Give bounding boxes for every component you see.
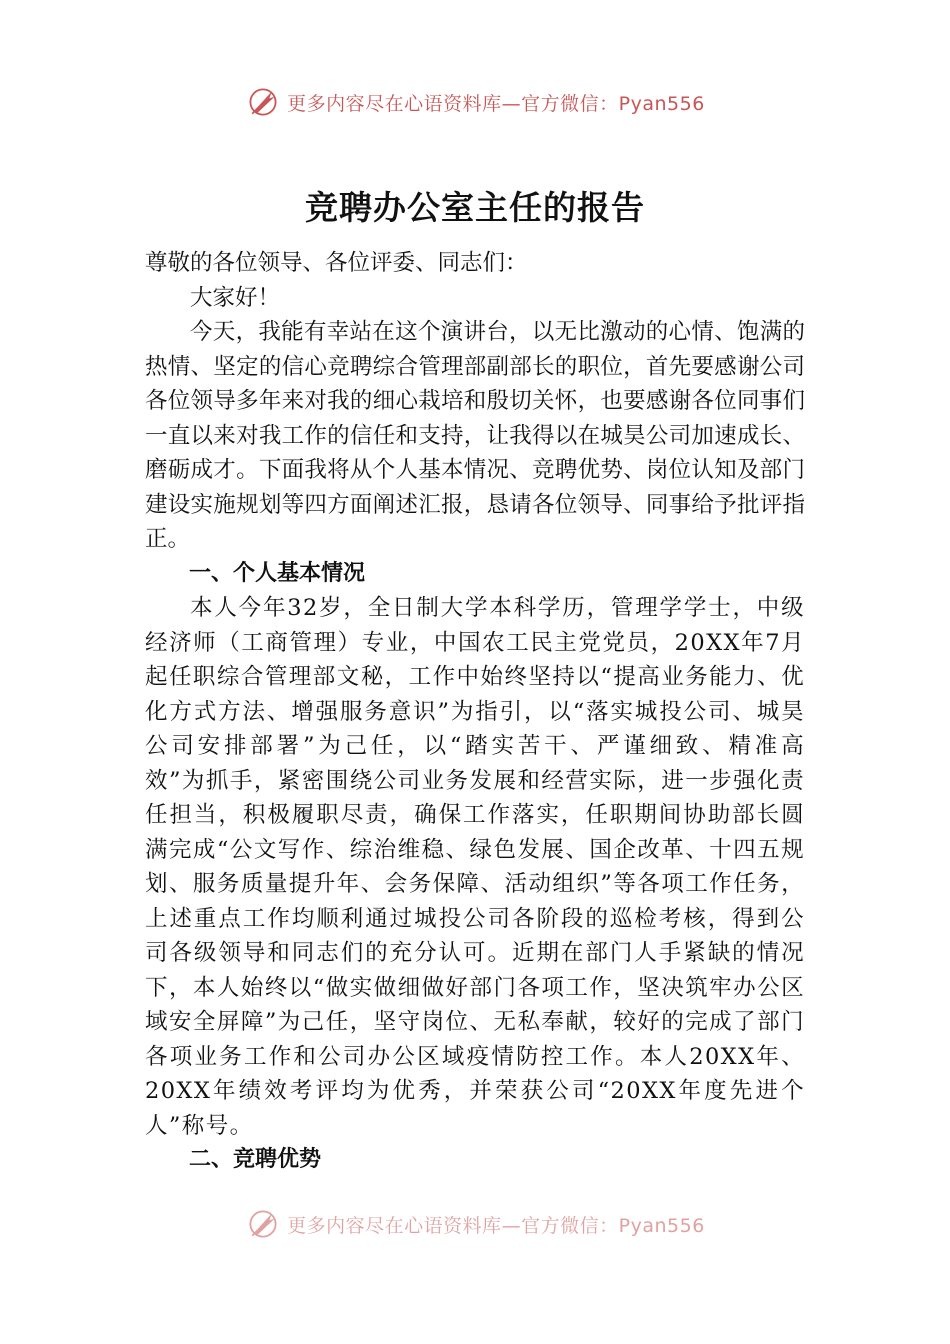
watermark-text: 更多内容尽在心语资料库—官方微信：Pyan556 (287, 92, 705, 115)
greeting: 大家好！ (190, 284, 281, 311)
intro-paragraph: 今天，我能有幸站在这个演讲台，以无比激动的心情、饱满的热情、坚定的信心竞聘综合管理部副部长的职位，首先要感谢公司各位领导多年来对我的细心栽培和殷切关怀，也要感谢各位同事们一直以来对我工作的信任和支持，让我得以在城昊公司加速成长、磨砺成才。下面我将从个人基本情况、竞聘优势、岗位认知及部门建设实施规划等四方面阐述汇报，恳请各位领导、同事给予批评指正。 (145, 319, 805, 552)
section-heading-1: 一、个人基本情况 (189, 560, 366, 586)
watermark-text: 更多内容尽在心语资料库—官方微信：Pyan556 (287, 1214, 705, 1237)
watermark-header (0, 84, 950, 120)
personal-info-paragraph: 本人今年32岁，全日制大学本科学历，管理学学士，中级经济师（工商管理）专业，中国农工民主党党员，20XX年7月起任职综合管理部文秘，工作中始终坚持以“提高业务能力、优化方式方法、增强服务意识”为指引，以“落实城投公司、城昊公司安排部署”为己任，以“踏实苦干、严谨细致、精准高效”为抓手，紧密围绕公司业务发展和经营实际，进一步强化责任担当，积极履职尽责，确保工作落实，任职期间协助部长圆满完成“公文写作、综治维稳、绿色发展、国企改革、十四五规划、服务质量提升年、会务保障、活动组织”等各项工作任务，上述重点工作均顺利通过城投公司各阶段的巡检考核，得到公司各级领导和同志们的充分认可。近期在部门人手紧缺的情况下，本人始终以“做实做细做好部门各项工作，坚决筑牢办公区域安全屏障”为己任，坚守岗位、无私奉献，较好的完成了部门各项业务工作和公司办公区域疫情防控工作。本人20XX年、20XX年绩效考评均为优秀，并荣获公司“20XX年度先进个人”称号。 (145, 595, 805, 1139)
document-title: 竞聘办公室主任的报告 (305, 188, 645, 227)
document-body (145, 246, 805, 1178)
watermark-footer (0, 1206, 950, 1242)
quill-pen-logo-icon (245, 1206, 281, 1242)
salutation: 尊敬的各位领导、各位评委、同志们： (145, 250, 528, 276)
quill-pen-logo-icon (245, 84, 281, 120)
section-heading-2: 二、竞聘优势 (189, 1147, 322, 1172)
